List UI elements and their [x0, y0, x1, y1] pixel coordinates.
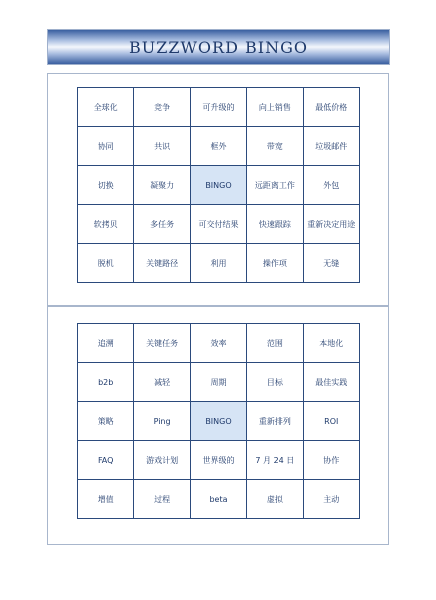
bingo-cell: 操作项 — [247, 244, 303, 283]
bingo-cell: 共识 — [134, 127, 190, 166]
bingo-cell: 7 月 24 日 — [247, 441, 303, 480]
bingo-cell: 关键任务 — [134, 324, 190, 363]
bingo-free-cell: BINGO — [190, 166, 246, 205]
bingo-cell: 增值 — [78, 480, 134, 519]
table-row — [78, 324, 360, 363]
bingo-cell: 关键路径 — [134, 244, 190, 283]
table-row — [78, 127, 360, 166]
bingo-panel-2 — [47, 306, 389, 545]
bingo-cell: 最低价格 — [303, 88, 359, 127]
bingo-cell: 主动 — [303, 480, 359, 519]
bingo-free-cell: BINGO — [190, 402, 246, 441]
title-banner — [47, 29, 390, 65]
bingo-cell: beta — [190, 480, 246, 519]
bingo-cell: 过程 — [134, 480, 190, 519]
bingo-cell: 利用 — [190, 244, 246, 283]
bingo-cell: 虚拟 — [247, 480, 303, 519]
bingo-cell: 范围 — [247, 324, 303, 363]
bingo-cell: 世界级的 — [190, 441, 246, 480]
bingo-card-1 — [77, 87, 360, 283]
bingo-cell: 协同 — [78, 127, 134, 166]
bingo-cell: 多任务 — [134, 205, 190, 244]
bingo-panel-1 — [47, 73, 389, 306]
table-row — [78, 166, 360, 205]
bingo-cell: 周期 — [190, 363, 246, 402]
bingo-cell: 脱机 — [78, 244, 134, 283]
bingo-cell: 协作 — [303, 441, 359, 480]
bingo-cell: 框外 — [190, 127, 246, 166]
bingo-cell: 无缝 — [303, 244, 359, 283]
table-row — [78, 402, 360, 441]
bingo-cell: Ping — [134, 402, 190, 441]
bingo-cell: 可升级的 — [190, 88, 246, 127]
bingo-cell: 快速跟踪 — [247, 205, 303, 244]
bingo-cell: 切换 — [78, 166, 134, 205]
bingo-card-2 — [77, 323, 360, 519]
bingo-cell: 减轻 — [134, 363, 190, 402]
table-row — [78, 244, 360, 283]
bingo-cell: 最佳实践 — [303, 363, 359, 402]
bingo-cell: 重新排列 — [247, 402, 303, 441]
bingo-cell: 带宽 — [247, 127, 303, 166]
bingo-cell: 本地化 — [303, 324, 359, 363]
bingo-cell: 策略 — [78, 402, 134, 441]
table-row — [78, 205, 360, 244]
bingo-cell: 竞争 — [134, 88, 190, 127]
bingo-cell: FAQ — [78, 441, 134, 480]
bingo-cell: 可交付结果 — [190, 205, 246, 244]
table-row — [78, 441, 360, 480]
bingo-cell: 效率 — [190, 324, 246, 363]
table-row — [78, 480, 360, 519]
bingo-cell: 凝聚力 — [134, 166, 190, 205]
bingo-cell: 目标 — [247, 363, 303, 402]
bingo-cell: ROI — [303, 402, 359, 441]
bingo-cell: 向上销售 — [247, 88, 303, 127]
bingo-cell: 重新决定用途 — [303, 205, 359, 244]
bingo-cell: 远距离工作 — [247, 166, 303, 205]
bingo-cell: 软拷贝 — [78, 205, 134, 244]
bingo-cell: 全球化 — [78, 88, 134, 127]
bingo-cell: 游戏计划 — [134, 441, 190, 480]
bingo-cell: 外包 — [303, 166, 359, 205]
bingo-cell: b2b — [78, 363, 134, 402]
page-title: BUZZWORD BINGO — [129, 37, 308, 57]
bingo-cell: 垃圾邮件 — [303, 127, 359, 166]
table-row — [78, 363, 360, 402]
table-row — [78, 88, 360, 127]
bingo-cell: 追溯 — [78, 324, 134, 363]
